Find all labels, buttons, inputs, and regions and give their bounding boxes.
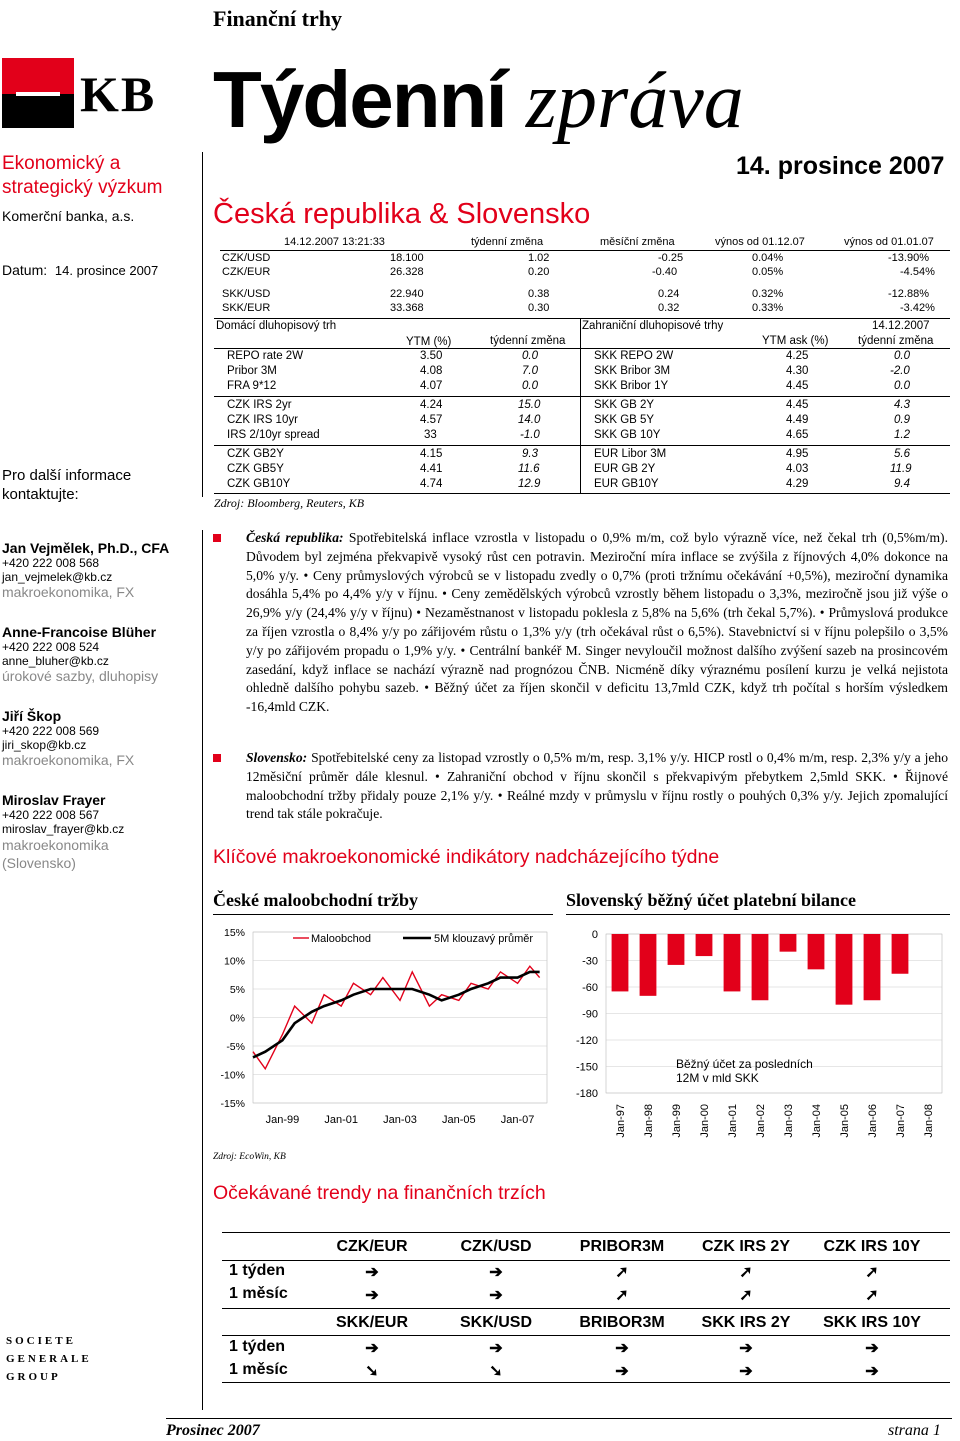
x-tick-label: Jan-08	[923, 1104, 935, 1138]
bullet-square	[213, 754, 221, 762]
y-tick-label: 0%	[229, 1012, 245, 1025]
trends-table: CZK/EUR CZK/USD PRIBOR3M CZK IRS 2Y CZK IRS 10Y 1 týden 1 měsíc ➔ ➔ ➚ ➚ ➚ ➔ ➔ ➚ ➚ ➚ SKK/EUR SKK/USD BRIBOR3M SKK IRS 2Y SKK IRS 10Y 1 týden 1 měsíc ➔ ➔ ➔ ➔ ➔ ➘ ➘ ➔ ➔ ➔	[222, 1232, 950, 1382]
bar	[640, 934, 657, 996]
bullet-square	[213, 534, 221, 542]
contact-name: Jan Vejmělek, Ph.D., CFA	[2, 540, 170, 556]
x-tick-label: Jan-01	[324, 1114, 359, 1126]
bond-row: CZK GB2Y 4.15 9.3 EUR Libor 3M 4.95 5.6	[227, 448, 910, 460]
bond-table: Domácí dluhopisový trh Zahraniční dluhopisové trhy 14.12.2007 YTM (%) týdenní změna YTM ask (%) týdenní změna REPO rate 2W 3.50 0.0 SKK REPO 2W 4.25 0.0 Pribor 3M 4.08 7.0 SKK Bribor 3M 4.30 -2.0 FRA 9*12 4.07 0.0 SKK Bribor 1Y 4.45 0.0 CZK IRS 2yr 4.24 15.0 SKK GB 2Y 4.45 4.3 CZK IRS 10yr 4.57 14.0 SKK GB 5Y 4.49 0.9 IRS 2/10yr spread 33 -1.0 SKK GB 10Y 4.65 1.2 CZK GB2Y 4.15 9.3 EUR Libor 3M 4.95 5.6 CZK GB5Y 4.41 11.6 EUR GB 2Y 4.03 11.9 CZK GB10Y 4.74 12.9 EUR GB10Y 4.29 9.4 Zdroj: Bloomberg, Reuters, KB	[214, 318, 950, 512]
x-tick-label: Jan-97	[615, 1104, 627, 1138]
contact-phone: +420 222 008 524	[2, 640, 100, 654]
bar	[724, 934, 741, 991]
bar	[892, 934, 909, 974]
contact-name: Jiří Škop	[2, 708, 62, 724]
contact-email[interactable]: jan_vejmelek@kb.cz	[2, 570, 113, 584]
bond-row: Pribor 3M 4.08 7.0 SKK Bribor 3M 4.30 -2.0	[227, 365, 910, 377]
contact-phone: +420 222 008 567	[2, 808, 100, 822]
y-tick-label: -60	[582, 982, 598, 994]
y-tick-label: -5%	[226, 1041, 245, 1053]
x-tick-label: Jan-01	[727, 1104, 739, 1138]
x-tick-label: Jan-98	[643, 1104, 655, 1138]
trends-title: Očekávané trendy na finančních trzích	[213, 1182, 546, 1204]
y-tick-label: -150	[575, 1061, 598, 1074]
legend-label: 5M klouzavý průměr	[434, 933, 534, 945]
bond-row: CZK IRS 10yr 4.57 14.0 SKK GB 5Y 4.49 0.9	[227, 414, 910, 426]
current-account-chart	[566, 918, 950, 1154]
y-tick-label: 15%	[223, 927, 245, 939]
contact-email[interactable]: miroslav_frayer@kb.cz	[2, 822, 125, 836]
bar	[612, 934, 629, 991]
sidebar-date: Datum: 14. prosince 2007	[2, 262, 159, 278]
commentary-sk: Slovensko: Spotřebitelské ceny za listopad vzrostly o 0,5% m/m, resp. 3,1% y/y. HICP rostl o 0,4% m/m, resp. 2,3% y/y a jeho 12měsiční průměr dále klesnul. • Zahraniční obchod v říjnu skončil s překvapivým přebytkem 2,5mld SKK. • Řijnové maloobchodní tržby přidaly pouze 2,1% y/y. • Reálné mzdy v průmyslu v říjnu rostly o pouhých 0,3% y/y. Jejich zpomalující trend tak stále pokračuje.	[246, 750, 948, 822]
bond-row: CZK GB10Y 4.74 12.9 EUR GB10Y 4.29 9.4	[227, 478, 910, 490]
contact-name: Miroslav Frayer	[2, 792, 106, 808]
fx-row: CZK/USD 18.100 1.02 -0.25 0.04% -13.90%	[222, 252, 929, 264]
bar	[780, 934, 797, 952]
sidebar-bank: Komerční banka, a.s.	[2, 208, 135, 224]
contact-phone: +420 222 008 569	[2, 724, 100, 738]
y-tick-label: -180	[575, 1088, 598, 1100]
contact-role: makroekonomika, FX	[2, 752, 135, 768]
y-tick-label: -10%	[220, 1069, 245, 1082]
chart2-legend: Běžný účet za posledních 12M v mld SKK	[676, 1057, 813, 1085]
sidebar-more-info: Pro další informace kontaktujte:	[2, 467, 132, 503]
x-tick-label: Jan-00	[699, 1104, 711, 1138]
bar	[752, 934, 769, 1000]
contact-name: Anne-Francoise Blüher	[2, 624, 157, 640]
x-tick-label: Jan-03	[383, 1114, 417, 1126]
bar	[668, 934, 685, 965]
fx-row: CZK/EUR 26.328 0.20 -0.40 0.05% -4.54%	[222, 266, 935, 278]
contact-role: makroekonomika, FX	[2, 584, 135, 600]
y-tick-label: -15%	[220, 1098, 245, 1110]
contact-email[interactable]: jiri_skop@kb.cz	[2, 738, 87, 752]
bond-row: CZK GB5Y 4.41 11.6 EUR GB 2Y 4.03 11.9	[227, 463, 912, 475]
y-tick-label: -30	[582, 955, 598, 968]
x-tick-label: Jan-02	[755, 1104, 767, 1138]
report-title: Týdenní zpráva	[213, 55, 744, 145]
kb-logo: KB	[2, 58, 202, 130]
chart1-title: České maloobchodní tržby	[213, 890, 419, 910]
x-tick-label: Jan-07	[500, 1114, 535, 1126]
legend-label: Maloobchod	[311, 933, 371, 945]
fx-row: SKK/EUR 33.368 0.30 0.32 0.33% -3.42%	[222, 302, 935, 314]
x-tick-label: Jan-06	[867, 1104, 879, 1138]
contact-role: úrokové sazby, dluhopisy	[2, 668, 159, 684]
chart2-title: Slovenský běžný účet platební bilance	[566, 890, 857, 910]
x-tick-label: Jan-07	[895, 1104, 907, 1138]
sidebar-dept: Ekonomický a strategický výzkum	[2, 153, 163, 198]
x-tick-label: Jan-03	[783, 1104, 795, 1138]
footer-page: strana 1	[888, 1422, 941, 1439]
commentary-cz: Česká republika: Spotřebitelská inflace vzrostla v listopadu o 0,9% m/m, což bylo výrazně více, než čekal trh (0,5%m/m). Důvodem byl zejména překvapivě vysoký růst cen potravin. Meziroční míra inflace se zvýšila z říjnových 4,0% dokonce na 5,0% y/y. • Ceny průmyslových výrobců se v listopadu zvedly o 0,7% (proti tržnímu očekávání +0,5%), meziroční dynamika dosáhla 5,4% po 4,4% y/y v říjnu. • Ceny zemědělských výrobců vzrostly během listopadu o 3,3%, meziročně jsou již výše o 26,9% y/y (24,4% y/y v říjnu) • Nezaměstnanost v listopadu poklesla z 5,8% na 5,6% (trh čekal 5,7%). • Průmyslová produkce za říjen vzrostla o 8,4% y/y po zářijovém růstu o 1,3% y/y (trh očekával růst o 6,5%). Stavebnictví si v říjnu polepšilo o 3,5% y/y po zářijovém propadu o 1,9% y/y. • Centrální bankéř M. Singer nevyloučil možnost dalšího zvýšení sazeb na prosincovém zasedání, když inflace se nachází výrazně nad prognózou ČNB. Nicméně díky výraznému posílení kurzu je velká nejistota ohledně dalšího pohybu sazeb. • Běžný účet za říjen skončil v deficitu 13,7mld CZK, když trh počítal s horším výsledkem -16,4mld CZK.	[246, 530, 948, 715]
x-tick-label: Jan-05	[839, 1104, 851, 1138]
societe-generale-logo: SOCIETE GENERALE GROUP	[6, 1335, 92, 1383]
bar	[808, 934, 825, 969]
x-tick-label: Jan-05	[441, 1114, 476, 1126]
y-tick-label: -90	[582, 1008, 598, 1021]
bar	[696, 934, 713, 956]
x-tick-label: Jan-99	[265, 1114, 300, 1126]
indicators-title: Klíčové makroekonomické indikátory nadcházejícího týdne	[213, 846, 720, 868]
y-tick-label: 5%	[229, 984, 245, 996]
y-tick-label: 0	[591, 929, 598, 941]
section-title: Finanční trhy	[213, 6, 342, 31]
fx-row: SKK/USD 22.940 0.38 0.24 0.32% -12.88%	[222, 288, 929, 300]
x-tick-label: Jan-99	[671, 1104, 683, 1138]
contact-email[interactable]: anne_bluher@kb.cz	[2, 654, 109, 668]
bar	[836, 934, 853, 1005]
bond-row: IRS 2/10yr spread 33 -1.0 SKK GB 10Y 4.65 1.2	[227, 429, 910, 441]
bond-row: CZK IRS 2yr 4.24 15.0 SKK GB 2Y 4.45 4.3	[227, 399, 910, 411]
bond-row: REPO rate 2W 3.50 0.0 SKK REPO 2W 4.25 0.0	[227, 350, 910, 362]
retail-sales-chart	[213, 918, 553, 1154]
series-line	[253, 972, 540, 1058]
report-date: 14. prosince 2007	[736, 152, 945, 180]
y-tick-label: -120	[575, 1035, 598, 1047]
bond-source: Zdroj: Bloomberg, Reuters, KB	[214, 496, 365, 510]
footer-left: Prosinec 2007	[166, 1422, 260, 1439]
contact-role: makroekonomika (Slovensko)	[2, 837, 109, 871]
contact-phone: +420 222 008 568	[2, 556, 100, 570]
x-tick-label: Jan-04	[811, 1104, 823, 1138]
chart-source: Zdroj: EcoWin, KB	[213, 1152, 286, 1162]
bar	[864, 934, 881, 1000]
y-tick-label: 10%	[223, 955, 245, 968]
bond-row: FRA 9*12 4.07 0.0 SKK Bribor 1Y 4.45 0.0	[227, 380, 910, 392]
report-subtitle: Česká republika & Slovensko	[213, 198, 591, 230]
